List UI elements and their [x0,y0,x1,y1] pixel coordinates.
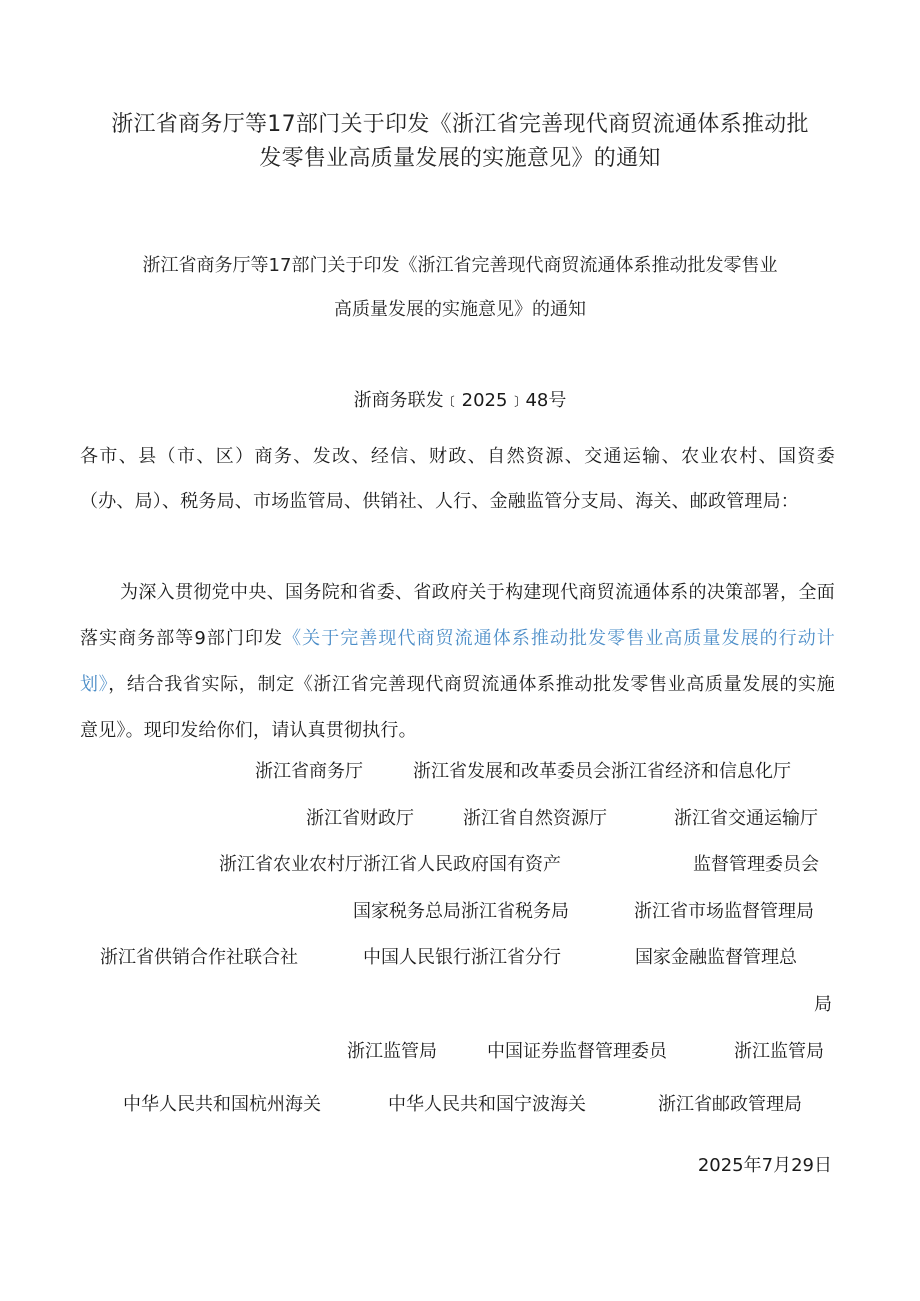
signatory-row-1 [0,759,920,785]
signatory: 国家税务总局浙江省税务局 [353,901,569,922]
signatory: 浙江省财政厅 [306,808,414,829]
signatory: 浙江监管局 [347,1041,437,1062]
signatory-row-3 [0,852,920,878]
signatory: 中国证券监督管理委员 [487,1041,667,1062]
signatory: 浙江监管局 [734,1041,824,1062]
subtitle-line-2: 高质量发展的实施意见》的通知 [334,299,586,320]
signatory-row-5 [0,945,920,971]
signatory: 监督管理委员会 [693,854,819,875]
document-number: 浙商务联发﹝2025﹞48号 [353,390,567,411]
signatory: 中华人民共和国杭州海关 [123,1094,321,1115]
action-plan-link[interactable]: 《关于完善现代商贸流通体系推动批发零售业高质量发展的行动计划》 [80,628,836,695]
body-paragraph [80,570,835,754]
document-date: 2025年7月29日 [697,1155,832,1176]
document-title-line-2: 发零售业高质量发展的实施意见》的通知 [259,146,661,171]
recipients-paragraph: 各市、县（市、区）商务、发改、经信、财政、自然资源、交通运输、农业农村、国资委（办、局）、税务局、市场监管局、供销社、人行、金融监管分支局、海关、邮政管理局： [80,446,835,512]
signatory: 浙江省邮政管理局 [658,1094,802,1115]
signatory: 浙江省商务厅 [255,761,363,782]
signatory-row-6 [0,1039,920,1065]
body-text-before-link: 为深入贯彻党中央、国务院和省委、省政府关于构建现代商贸流通体系的决策部署，全面落实商务部等9部门印发 [80,582,835,649]
signatory-wrap-text: 局 [814,994,832,1015]
document-title-line-1: 浙江省商务厅等17部门关于印发《浙江省完善现代商贸流通体系推动批 [111,112,809,137]
signatory-row-5-wrap [0,992,920,1018]
signatory: 中国人民银行浙江省分行 [363,947,561,968]
signatory: 国家金融监督管理总 [635,947,797,968]
signatory: 浙江省发展和改革委员会浙江省经济和信息化厅 [413,761,791,782]
signatory: 中华人民共和国宁波海关 [388,1094,586,1115]
signatory: 浙江省自然资源厅 [463,808,607,829]
signatory: 浙江省农业农村厅浙江省人民政府国有资产 [219,854,561,875]
signatory-row-2 [0,806,920,832]
subtitle-line-1: 浙江省商务厅等17部门关于印发《浙江省完善现代商贸流通体系推动批发零售业 [142,255,778,276]
signatory: 浙江省交通运输厅 [674,808,818,829]
signatory: 浙江省市场监督管理局 [634,901,814,922]
signatory: 浙江省供销合作社联合社 [100,947,298,968]
body-text-after-link: ，结合我省实际，制定《浙江省完善现代商贸流通体系推动批发零售业高质量发展的实施意见》。现印发给你们，请认真贯彻执行。 [80,674,835,741]
signatory-row-7 [0,1092,920,1118]
document-title [80,108,840,176]
signatory-row-4 [0,899,920,925]
